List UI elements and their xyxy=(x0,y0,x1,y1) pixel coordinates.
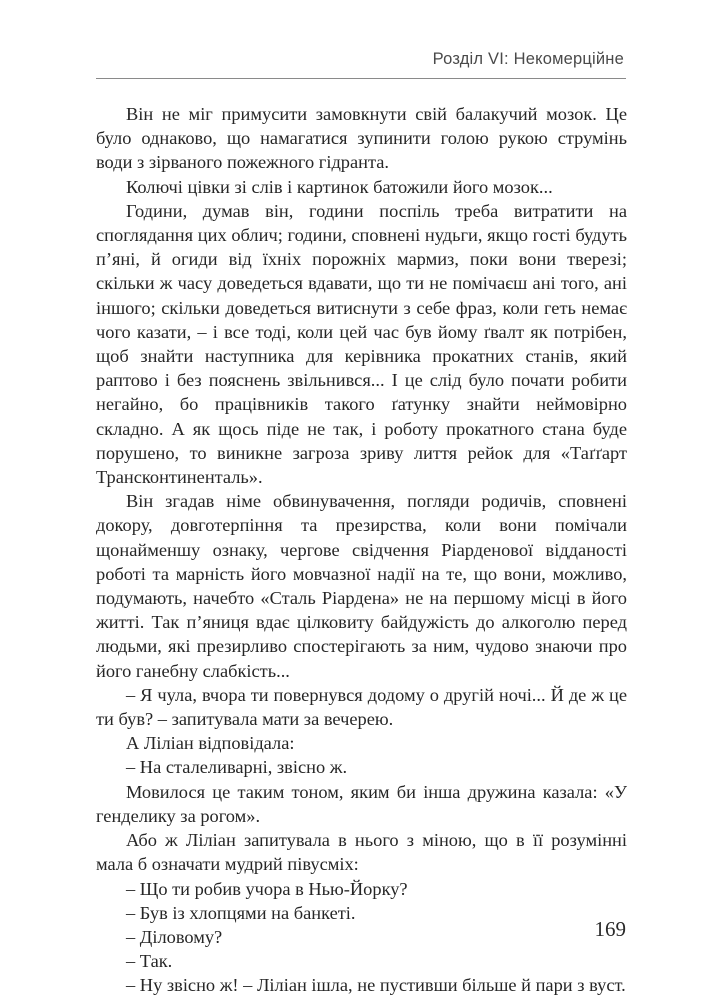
dialogue-line: – Так. xyxy=(126,951,173,972)
paragraph: Він згадав німе обвинувачення, погляди родичів, сповнені докору, довготерпіння та презирства, коли вони помічали щонайменшу ознаку, чергове свідчення Ріарденової відданості роботі та марність його мовчазної надії на те, що вони, можливо, подумають, начебто «Сталь Ріардена» не на першому місці в його житті. Так п’яниця вдає цілковиту байдужість до алкоголю перед людьми, які презирливо спостерігають за ним, чудово знаючи про його ганебну слабкість... xyxy=(96,491,627,681)
paragraph: Або ж Ліліан запитувала в нього з міною, що в її розумінні мала б означати мудрий півусміх: xyxy=(96,830,627,875)
paragraph: Мовилося це таким тоном, яким би інша дружина казала: «У генделику за рогом». xyxy=(96,781,627,826)
paragraph: Він не міг примусити замовкнути свій балакучий мозок. Це було однаково, що намагатися зупинити голою рукою струмінь води з зірваного пожежного гідранта. xyxy=(96,104,627,173)
dialogue-line: – Діловому? xyxy=(126,926,223,947)
paragraph: А Ліліан відповідала: xyxy=(126,733,295,754)
dialogue-line: – Що ти робив учора в Нью-Йорку? xyxy=(126,878,408,899)
body-text xyxy=(96,102,627,998)
dialogue-line: – Ну звісно ж! – Ліліан ішла, не пустивши більше й пари з вуст. xyxy=(126,975,626,996)
page-number: 169 xyxy=(594,917,626,941)
running-header: Розділ VI: Некомерційне xyxy=(432,50,624,68)
dialogue-line: – Я чула, вчора ти повернувся додому о другій ночі... Й де ж це ти був? – запитувала мати за вечерею. xyxy=(96,684,627,730)
dialogue-line: – Був із хлопцями на банкеті. xyxy=(126,902,356,923)
dialogue-line: – На сталеливарні, звісно ж. xyxy=(126,757,348,778)
paragraph: Години, думав він, години поспіль треба витратити на споглядання цих облич; години, сповнені нудьги, якщо гості будуть п’яні, й огиди від їхніх порожніх мармиз, поки вони тверезі; скільки ж часу доведеться вдавати, що ти не помічаєш ані того, ані іншого; скільки доведеться витиснути з себе фраз, коли геть немає чого казати, – і все тоді, коли цей час був йому ґвалт як потрібен, щоб знайти наступника для керівника прокатних станів, який раптово і без пояснень звільнився... І це слід було почати робити негайно, бо працівників такого ґатунку знайти неймовірно складно. А як щось піде не так, і роботу прокатного стана буде порушено, то виникне загроза зриву лиття рейок для «Таґґарт Трансконтиненталь». xyxy=(96,200,627,488)
header-rule xyxy=(96,78,626,79)
paragraph: Колючі цівки зі слів і картинок батожили його мозок... xyxy=(126,176,553,197)
